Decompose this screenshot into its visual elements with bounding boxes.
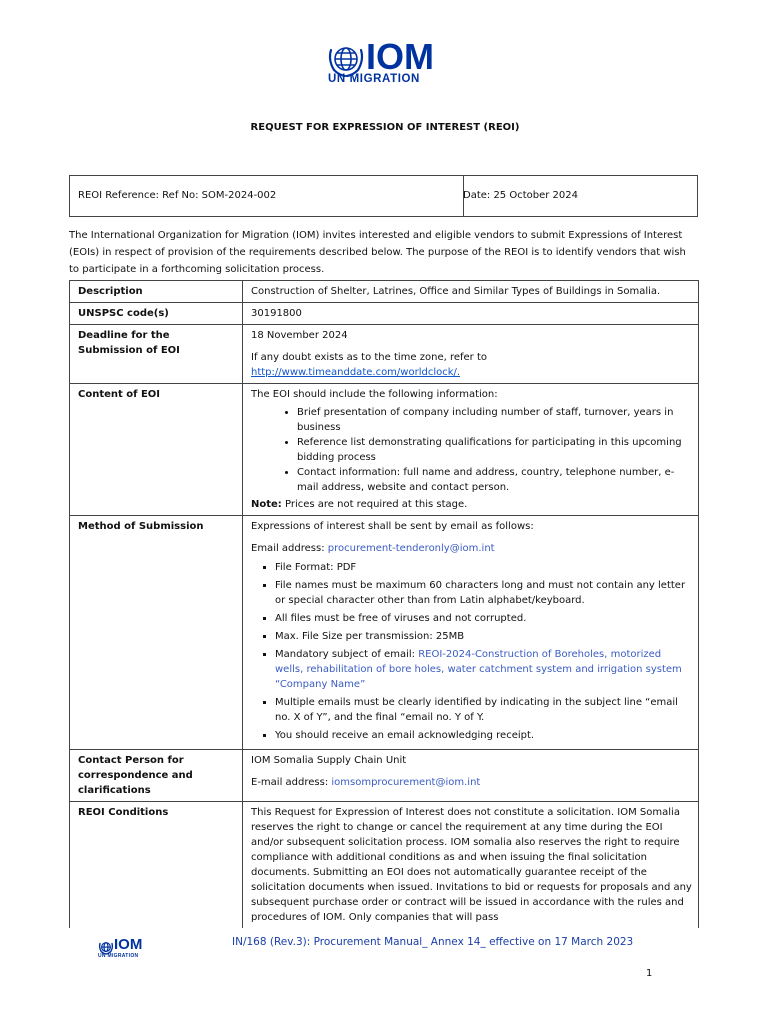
page-number: 1: [646, 968, 653, 979]
submission-email-label: Email address:: [251, 543, 328, 554]
table-row: [70, 516, 699, 750]
contact-cell: [243, 750, 699, 802]
content-label: Content of EOI: [70, 384, 243, 516]
subject-prefix: Mandatory subject of email:: [275, 649, 419, 660]
unspsc-value: 30191800: [243, 303, 699, 325]
contact-email[interactable]: iomsomprocurement@iom.int: [331, 777, 481, 788]
note-label: Note:: [251, 499, 282, 510]
footer-logo-tagline: UN MIGRATION: [98, 953, 139, 959]
document-title: REQUEST FOR EXPRESSION OF INTEREST (REOI): [250, 122, 520, 133]
intro-paragraph: The International Organization for Migration (IOM) invites interested and eligible vendors to submit Expressions of Interest (EOIs) in respect of provision of the requirements described below. The purpose of the REOI is to identify vendors that wish to participate in a forthcoming solicitation process.: [69, 230, 686, 275]
method-intro: Expressions of interest shall be sent by email as follows:: [251, 521, 534, 532]
deadline-date: 18 November 2024: [251, 330, 348, 341]
method-list: [251, 560, 692, 743]
list-item: • Brief presentation of company including number of staff, turnover, years in business: [297, 405, 692, 435]
table-row: [70, 802, 699, 929]
footer-logo: [98, 936, 148, 961]
list-item: ▪ File Format: PDF: [275, 560, 692, 575]
method-label: Method of Submission: [70, 516, 243, 750]
conditions-text: This Request for Expression of Interest does not constitute a solicitation. IOM Somalia reserves the right to change or cancel the requirement at any time during the EOI and/or subsequent solicitation process. IOM somalia also reserves the right to require compliance with additional conditions as and when issuing the final solicitation documents. Submitting an EOI does not automatically guarantee receipt of the solicitation documents when issued. Invitations to bid or requests for proposals and any subsequent purchase order or contract will be issued in accordance with the rules and procedures of IOM. Only companies that will pass: [243, 802, 699, 929]
footer-text: IN/168 (Rev.3): Procurement Manual_ Annex 14_ effective on 17 March 2023: [232, 936, 634, 948]
submission-email[interactable]: procurement-tenderonly@iom.int: [327, 543, 495, 554]
eoi-table-frame: [69, 280, 699, 928]
contact-email-label: E-mail address:: [251, 777, 332, 788]
contact-label: Contact Person for correspondence and clarifications: [70, 750, 243, 802]
logo-tagline: UN MIGRATION: [328, 73, 420, 85]
table-row: [70, 281, 699, 303]
content-cell: [243, 384, 699, 516]
content-intro: The EOI should include the following information:: [251, 389, 498, 400]
description-label: Description: [70, 281, 243, 303]
table-row: [70, 303, 699, 325]
timezone-link[interactable]: http://www.timeanddate.com/worldclock/.: [251, 367, 461, 378]
logo-wordmark: IOM: [366, 36, 434, 77]
method-cell: [243, 516, 699, 750]
list-item: • Contact information: full name and address, country, telephone number, e-mail address, website and contact person.: [297, 465, 692, 495]
reference-box: [69, 175, 698, 217]
timezone-note: If any doubt exists as to the time zone, refer to: [251, 352, 488, 363]
table-row: [70, 750, 699, 802]
footer-logo-wordmark: IOM: [114, 936, 143, 953]
reference-date: Date: 25 October 2024: [463, 190, 578, 201]
contact-unit: IOM Somalia Supply Chain Unit: [251, 755, 407, 766]
deadline-cell: [243, 325, 699, 384]
subject-value: REOI-2024-Construction of Boreholes, motorized wells, rehabilitation of bore holes, water catchment system and irrigation system “Company Name”: [275, 649, 682, 690]
list-item: ▪ All files must be free of viruses and not corrupted.: [275, 611, 692, 626]
list-item: • Reference list demonstrating qualifications for participating in this upcoming bidding process: [297, 435, 692, 465]
list-item: ▪ Max. File Size per transmission: 25MB: [275, 629, 692, 644]
list-item: ▪ Multiple emails must be clearly identified by indicating in the subject line “email no. X of Y”, and the final “email no. Y of Y.: [275, 695, 692, 725]
unspsc-label: UNSPSC code(s): [70, 303, 243, 325]
iom-logo: [326, 36, 446, 86]
conditions-label: REOI Conditions: [70, 802, 243, 929]
content-list: [251, 405, 692, 495]
note-text: Prices are not required at this stage.: [281, 499, 468, 510]
description-value: Construction of Shelter, Latrines, Office and Similar Types of Buildings in Somalia.: [243, 281, 699, 303]
list-item: ▪ You should receive an email acknowledging receipt.: [275, 728, 692, 743]
list-item: ▪ File names must be maximum 60 characters long and must not contain any letter or special character other than from Latin alphabet/keyboard.: [275, 578, 692, 608]
list-item: [275, 647, 692, 692]
table-row: [70, 325, 699, 384]
eoi-table: [69, 280, 699, 928]
table-row: [70, 384, 699, 516]
deadline-label: Deadline for the Submission of EOI: [70, 325, 243, 384]
reference-number: REOI Reference: Ref No: SOM-2024-002: [70, 176, 464, 216]
